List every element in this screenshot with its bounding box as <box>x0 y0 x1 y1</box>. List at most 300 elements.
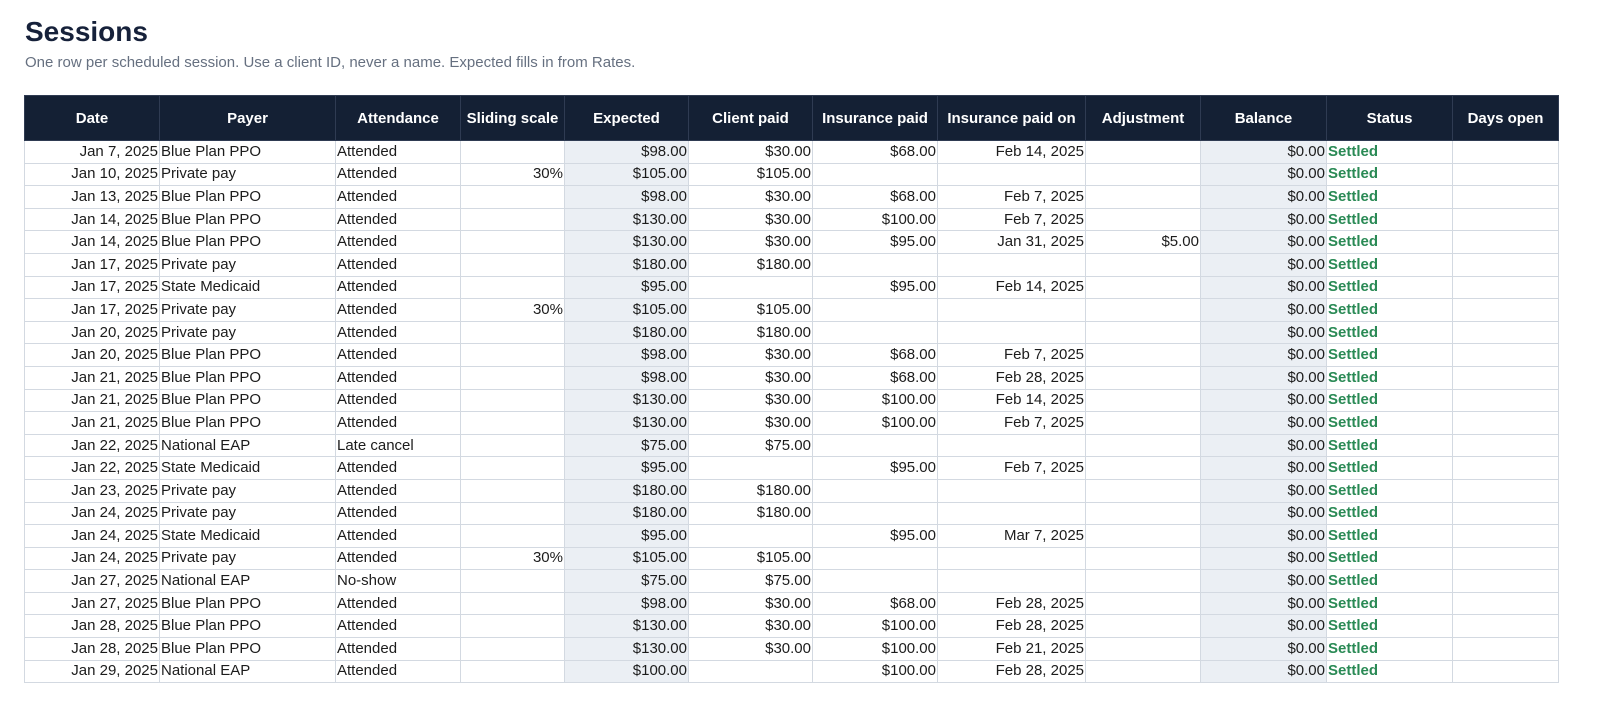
cell-attendance[interactable]: Attended <box>336 299 461 322</box>
cell-sliding-scale[interactable] <box>461 344 565 367</box>
cell-sliding-scale[interactable]: 30% <box>461 547 565 570</box>
cell-status[interactable]: Settled <box>1327 434 1453 457</box>
cell-expected[interactable]: $100.00 <box>565 660 689 683</box>
cell-client-paid[interactable]: $30.00 <box>689 366 813 389</box>
cell-balance[interactable]: $0.00 <box>1201 253 1327 276</box>
cell-expected[interactable]: $130.00 <box>565 638 689 661</box>
cell-insurance-paid-on[interactable]: Feb 7, 2025 <box>938 457 1086 480</box>
cell-expected[interactable]: $95.00 <box>565 525 689 548</box>
cell-days-open[interactable] <box>1453 276 1559 299</box>
cell-sliding-scale[interactable] <box>461 479 565 502</box>
cell-status[interactable]: Settled <box>1327 638 1453 661</box>
cell-status[interactable]: Settled <box>1327 389 1453 412</box>
cell-attendance[interactable]: Attended <box>336 525 461 548</box>
cell-adjustment[interactable] <box>1086 434 1201 457</box>
cell-sliding-scale[interactable] <box>461 366 565 389</box>
cell-payer[interactable]: Private pay <box>160 321 336 344</box>
cell-expected[interactable]: $95.00 <box>565 276 689 299</box>
cell-payer[interactable]: Blue Plan PPO <box>160 412 336 435</box>
cell-adjustment[interactable] <box>1086 186 1201 209</box>
cell-payer[interactable]: Blue Plan PPO <box>160 141 336 164</box>
cell-payer[interactable]: Blue Plan PPO <box>160 592 336 615</box>
cell-insurance-paid-on[interactable]: Feb 28, 2025 <box>938 366 1086 389</box>
cell-expected[interactable]: $130.00 <box>565 389 689 412</box>
cell-attendance[interactable]: Attended <box>336 660 461 683</box>
cell-days-open[interactable] <box>1453 141 1559 164</box>
cell-days-open[interactable] <box>1453 163 1559 186</box>
cell-date[interactable]: Jan 28, 2025 <box>25 615 160 638</box>
cell-client-paid[interactable]: $30.00 <box>689 592 813 615</box>
cell-insurance-paid[interactable]: $95.00 <box>813 457 938 480</box>
cell-insurance-paid[interactable] <box>813 321 938 344</box>
cell-date[interactable]: Jan 20, 2025 <box>25 321 160 344</box>
cell-date[interactable]: Jan 14, 2025 <box>25 208 160 231</box>
cell-insurance-paid-on[interactable]: Feb 28, 2025 <box>938 592 1086 615</box>
cell-balance[interactable]: $0.00 <box>1201 321 1327 344</box>
cell-adjustment[interactable] <box>1086 344 1201 367</box>
cell-insurance-paid-on[interactable] <box>938 479 1086 502</box>
cell-date[interactable]: Jan 27, 2025 <box>25 592 160 615</box>
cell-client-paid[interactable]: $75.00 <box>689 434 813 457</box>
cell-balance[interactable]: $0.00 <box>1201 615 1327 638</box>
cell-payer[interactable]: National EAP <box>160 434 336 457</box>
cell-insurance-paid-on[interactable] <box>938 434 1086 457</box>
cell-expected[interactable]: $98.00 <box>565 141 689 164</box>
cell-expected[interactable]: $98.00 <box>565 366 689 389</box>
cell-attendance[interactable]: Attended <box>336 366 461 389</box>
cell-status[interactable]: Settled <box>1327 479 1453 502</box>
cell-adjustment[interactable]: $5.00 <box>1086 231 1201 254</box>
cell-insurance-paid-on[interactable]: Feb 14, 2025 <box>938 276 1086 299</box>
cell-date[interactable]: Jan 29, 2025 <box>25 660 160 683</box>
cell-date[interactable]: Jan 24, 2025 <box>25 502 160 525</box>
cell-status[interactable]: Settled <box>1327 163 1453 186</box>
cell-days-open[interactable] <box>1453 660 1559 683</box>
cell-client-paid[interactable]: $30.00 <box>689 389 813 412</box>
cell-balance[interactable]: $0.00 <box>1201 163 1327 186</box>
cell-sliding-scale[interactable] <box>461 638 565 661</box>
cell-insurance-paid-on[interactable]: Feb 14, 2025 <box>938 389 1086 412</box>
cell-insurance-paid[interactable]: $100.00 <box>813 412 938 435</box>
cell-balance[interactable]: $0.00 <box>1201 186 1327 209</box>
cell-payer[interactable]: Blue Plan PPO <box>160 638 336 661</box>
cell-insurance-paid[interactable]: $95.00 <box>813 525 938 548</box>
cell-adjustment[interactable] <box>1086 208 1201 231</box>
cell-adjustment[interactable] <box>1086 276 1201 299</box>
cell-adjustment[interactable] <box>1086 389 1201 412</box>
cell-status[interactable]: Settled <box>1327 231 1453 254</box>
cell-insurance-paid[interactable]: $100.00 <box>813 660 938 683</box>
cell-days-open[interactable] <box>1453 253 1559 276</box>
cell-days-open[interactable] <box>1453 434 1559 457</box>
cell-attendance[interactable]: Attended <box>336 321 461 344</box>
cell-balance[interactable]: $0.00 <box>1201 479 1327 502</box>
cell-attendance[interactable]: Attended <box>336 163 461 186</box>
cell-attendance[interactable]: Attended <box>336 547 461 570</box>
cell-balance[interactable]: $0.00 <box>1201 638 1327 661</box>
cell-balance[interactable]: $0.00 <box>1201 344 1327 367</box>
cell-insurance-paid-on[interactable]: Feb 7, 2025 <box>938 344 1086 367</box>
cell-status[interactable]: Settled <box>1327 570 1453 593</box>
cell-payer[interactable]: Blue Plan PPO <box>160 231 336 254</box>
cell-client-paid[interactable]: $75.00 <box>689 570 813 593</box>
col-header-insurance-paid-on[interactable]: Insurance paid on <box>938 96 1086 141</box>
cell-days-open[interactable] <box>1453 208 1559 231</box>
cell-date[interactable]: Jan 21, 2025 <box>25 412 160 435</box>
cell-insurance-paid-on[interactable]: Feb 28, 2025 <box>938 660 1086 683</box>
cell-date[interactable]: Jan 17, 2025 <box>25 276 160 299</box>
cell-sliding-scale[interactable] <box>461 321 565 344</box>
cell-date[interactable]: Jan 24, 2025 <box>25 525 160 548</box>
cell-adjustment[interactable] <box>1086 457 1201 480</box>
cell-adjustment[interactable] <box>1086 570 1201 593</box>
cell-days-open[interactable] <box>1453 592 1559 615</box>
cell-sliding-scale[interactable]: 30% <box>461 163 565 186</box>
cell-attendance[interactable]: Attended <box>336 592 461 615</box>
cell-status[interactable]: Settled <box>1327 141 1453 164</box>
cell-date[interactable]: Jan 24, 2025 <box>25 547 160 570</box>
cell-balance[interactable]: $0.00 <box>1201 502 1327 525</box>
cell-status[interactable]: Settled <box>1327 525 1453 548</box>
cell-status[interactable]: Settled <box>1327 547 1453 570</box>
cell-balance[interactable]: $0.00 <box>1201 276 1327 299</box>
col-header-expected[interactable]: Expected <box>565 96 689 141</box>
cell-expected[interactable]: $105.00 <box>565 547 689 570</box>
cell-status[interactable]: Settled <box>1327 502 1453 525</box>
cell-sliding-scale[interactable] <box>461 525 565 548</box>
cell-attendance[interactable]: Attended <box>336 208 461 231</box>
cell-payer[interactable]: State Medicaid <box>160 457 336 480</box>
cell-insurance-paid-on[interactable] <box>938 570 1086 593</box>
cell-client-paid[interactable] <box>689 660 813 683</box>
cell-days-open[interactable] <box>1453 321 1559 344</box>
cell-client-paid[interactable]: $180.00 <box>689 502 813 525</box>
cell-client-paid[interactable]: $180.00 <box>689 253 813 276</box>
cell-insurance-paid[interactable] <box>813 479 938 502</box>
cell-insurance-paid[interactable]: $100.00 <box>813 615 938 638</box>
cell-insurance-paid-on[interactable] <box>938 253 1086 276</box>
cell-date[interactable]: Jan 13, 2025 <box>25 186 160 209</box>
cell-adjustment[interactable] <box>1086 299 1201 322</box>
cell-adjustment[interactable] <box>1086 615 1201 638</box>
cell-client-paid[interactable] <box>689 276 813 299</box>
cell-insurance-paid[interactable] <box>813 570 938 593</box>
cell-payer[interactable]: Blue Plan PPO <box>160 208 336 231</box>
cell-sliding-scale[interactable] <box>461 660 565 683</box>
cell-days-open[interactable] <box>1453 231 1559 254</box>
cell-adjustment[interactable] <box>1086 638 1201 661</box>
cell-sliding-scale[interactable] <box>461 615 565 638</box>
cell-adjustment[interactable] <box>1086 479 1201 502</box>
cell-date[interactable]: Jan 14, 2025 <box>25 231 160 254</box>
cell-insurance-paid[interactable]: $68.00 <box>813 141 938 164</box>
cell-expected[interactable]: $180.00 <box>565 253 689 276</box>
cell-insurance-paid-on[interactable]: Feb 14, 2025 <box>938 141 1086 164</box>
cell-attendance[interactable]: Attended <box>336 231 461 254</box>
cell-date[interactable]: Jan 21, 2025 <box>25 389 160 412</box>
cell-insurance-paid-on[interactable] <box>938 163 1086 186</box>
cell-attendance[interactable]: Attended <box>336 479 461 502</box>
cell-balance[interactable]: $0.00 <box>1201 660 1327 683</box>
cell-sliding-scale[interactable] <box>461 231 565 254</box>
cell-client-paid[interactable]: $180.00 <box>689 479 813 502</box>
col-header-adjustment[interactable]: Adjustment <box>1086 96 1201 141</box>
cell-client-paid[interactable]: $30.00 <box>689 186 813 209</box>
cell-balance[interactable]: $0.00 <box>1201 592 1327 615</box>
cell-date[interactable]: Jan 27, 2025 <box>25 570 160 593</box>
cell-insurance-paid[interactable]: $100.00 <box>813 638 938 661</box>
cell-insurance-paid[interactable]: $100.00 <box>813 389 938 412</box>
cell-days-open[interactable] <box>1453 389 1559 412</box>
cell-balance[interactable]: $0.00 <box>1201 457 1327 480</box>
cell-days-open[interactable] <box>1453 479 1559 502</box>
cell-days-open[interactable] <box>1453 366 1559 389</box>
cell-attendance[interactable]: Attended <box>336 344 461 367</box>
cell-days-open[interactable] <box>1453 412 1559 435</box>
col-header-client-paid[interactable]: Client paid <box>689 96 813 141</box>
cell-sliding-scale[interactable] <box>461 412 565 435</box>
cell-expected[interactable]: $98.00 <box>565 186 689 209</box>
cell-expected[interactable]: $98.00 <box>565 344 689 367</box>
cell-insurance-paid[interactable]: $68.00 <box>813 366 938 389</box>
cell-insurance-paid-on[interactable]: Feb 7, 2025 <box>938 186 1086 209</box>
cell-attendance[interactable]: Attended <box>336 389 461 412</box>
cell-date[interactable]: Jan 28, 2025 <box>25 638 160 661</box>
cell-balance[interactable]: $0.00 <box>1201 570 1327 593</box>
cell-expected[interactable]: $105.00 <box>565 163 689 186</box>
cell-payer[interactable]: Private pay <box>160 299 336 322</box>
cell-expected[interactable]: $130.00 <box>565 231 689 254</box>
col-header-days-open[interactable]: Days open <box>1453 96 1559 141</box>
cell-sliding-scale[interactable] <box>461 570 565 593</box>
cell-insurance-paid[interactable] <box>813 547 938 570</box>
cell-status[interactable]: Settled <box>1327 186 1453 209</box>
col-header-status[interactable]: Status <box>1327 96 1453 141</box>
cell-attendance[interactable]: Attended <box>336 253 461 276</box>
cell-insurance-paid[interactable]: $95.00 <box>813 276 938 299</box>
cell-status[interactable]: Settled <box>1327 299 1453 322</box>
cell-adjustment[interactable] <box>1086 525 1201 548</box>
cell-adjustment[interactable] <box>1086 660 1201 683</box>
cell-payer[interactable]: Blue Plan PPO <box>160 186 336 209</box>
cell-payer[interactable]: State Medicaid <box>160 525 336 548</box>
cell-days-open[interactable] <box>1453 299 1559 322</box>
cell-sliding-scale[interactable] <box>461 276 565 299</box>
cell-client-paid[interactable] <box>689 457 813 480</box>
cell-date[interactable]: Jan 22, 2025 <box>25 434 160 457</box>
cell-balance[interactable]: $0.00 <box>1201 547 1327 570</box>
cell-insurance-paid[interactable]: $68.00 <box>813 592 938 615</box>
cell-balance[interactable]: $0.00 <box>1201 231 1327 254</box>
cell-payer[interactable]: Blue Plan PPO <box>160 366 336 389</box>
cell-status[interactable]: Settled <box>1327 660 1453 683</box>
cell-insurance-paid-on[interactable]: Mar 7, 2025 <box>938 525 1086 548</box>
cell-client-paid[interactable]: $30.00 <box>689 208 813 231</box>
cell-sliding-scale[interactable] <box>461 457 565 480</box>
cell-days-open[interactable] <box>1453 525 1559 548</box>
cell-attendance[interactable]: Attended <box>336 457 461 480</box>
cell-client-paid[interactable]: $30.00 <box>689 615 813 638</box>
cell-days-open[interactable] <box>1453 547 1559 570</box>
cell-attendance[interactable]: No-show <box>336 570 461 593</box>
cell-days-open[interactable] <box>1453 186 1559 209</box>
cell-payer[interactable]: National EAP <box>160 570 336 593</box>
cell-balance[interactable]: $0.00 <box>1201 434 1327 457</box>
cell-insurance-paid-on[interactable]: Feb 7, 2025 <box>938 412 1086 435</box>
cell-days-open[interactable] <box>1453 457 1559 480</box>
cell-days-open[interactable] <box>1453 502 1559 525</box>
cell-payer[interactable]: Private pay <box>160 547 336 570</box>
cell-expected[interactable]: $180.00 <box>565 321 689 344</box>
cell-expected[interactable]: $75.00 <box>565 570 689 593</box>
cell-insurance-paid[interactable]: $68.00 <box>813 344 938 367</box>
cell-date[interactable]: Jan 22, 2025 <box>25 457 160 480</box>
cell-insurance-paid[interactable]: $68.00 <box>813 186 938 209</box>
cell-client-paid[interactable]: $105.00 <box>689 547 813 570</box>
cell-insurance-paid[interactable] <box>813 299 938 322</box>
cell-date[interactable]: Jan 10, 2025 <box>25 163 160 186</box>
cell-attendance[interactable]: Attended <box>336 186 461 209</box>
col-header-insurance-paid[interactable]: Insurance paid <box>813 96 938 141</box>
cell-adjustment[interactable] <box>1086 253 1201 276</box>
cell-client-paid[interactable] <box>689 525 813 548</box>
cell-adjustment[interactable] <box>1086 592 1201 615</box>
cell-balance[interactable]: $0.00 <box>1201 389 1327 412</box>
cell-balance[interactable]: $0.00 <box>1201 299 1327 322</box>
col-header-payer[interactable]: Payer <box>160 96 336 141</box>
col-header-balance[interactable]: Balance <box>1201 96 1327 141</box>
cell-adjustment[interactable] <box>1086 547 1201 570</box>
cell-date[interactable]: Jan 17, 2025 <box>25 299 160 322</box>
cell-insurance-paid-on[interactable]: Feb 7, 2025 <box>938 208 1086 231</box>
col-header-sliding-scale[interactable]: Sliding scale <box>461 96 565 141</box>
cell-adjustment[interactable] <box>1086 321 1201 344</box>
cell-insurance-paid[interactable] <box>813 163 938 186</box>
cell-date[interactable]: Jan 17, 2025 <box>25 253 160 276</box>
cell-date[interactable]: Jan 20, 2025 <box>25 344 160 367</box>
cell-insurance-paid[interactable]: $95.00 <box>813 231 938 254</box>
cell-adjustment[interactable] <box>1086 163 1201 186</box>
cell-client-paid[interactable]: $30.00 <box>689 141 813 164</box>
cell-days-open[interactable] <box>1453 638 1559 661</box>
cell-insurance-paid[interactable]: $100.00 <box>813 208 938 231</box>
cell-status[interactable]: Settled <box>1327 253 1453 276</box>
cell-insurance-paid[interactable] <box>813 434 938 457</box>
cell-adjustment[interactable] <box>1086 366 1201 389</box>
cell-status[interactable]: Settled <box>1327 276 1453 299</box>
cell-sliding-scale[interactable] <box>461 186 565 209</box>
cell-status[interactable]: Settled <box>1327 344 1453 367</box>
cell-payer[interactable]: National EAP <box>160 660 336 683</box>
cell-sliding-scale[interactable] <box>461 208 565 231</box>
cell-date[interactable]: Jan 21, 2025 <box>25 366 160 389</box>
cell-days-open[interactable] <box>1453 570 1559 593</box>
cell-balance[interactable]: $0.00 <box>1201 525 1327 548</box>
cell-payer[interactable]: State Medicaid <box>160 276 336 299</box>
cell-attendance[interactable]: Attended <box>336 141 461 164</box>
cell-payer[interactable]: Blue Plan PPO <box>160 389 336 412</box>
cell-client-paid[interactable]: $30.00 <box>689 231 813 254</box>
cell-insurance-paid-on[interactable] <box>938 321 1086 344</box>
cell-payer[interactable]: Private pay <box>160 502 336 525</box>
cell-insurance-paid-on[interactable]: Feb 28, 2025 <box>938 615 1086 638</box>
cell-payer[interactable]: Blue Plan PPO <box>160 344 336 367</box>
cell-status[interactable]: Settled <box>1327 321 1453 344</box>
cell-client-paid[interactable]: $180.00 <box>689 321 813 344</box>
cell-sliding-scale[interactable] <box>461 592 565 615</box>
cell-sliding-scale[interactable]: 30% <box>461 299 565 322</box>
cell-status[interactable]: Settled <box>1327 366 1453 389</box>
cell-payer[interactable]: Private pay <box>160 479 336 502</box>
cell-insurance-paid-on[interactable] <box>938 547 1086 570</box>
cell-status[interactable]: Settled <box>1327 208 1453 231</box>
cell-insurance-paid[interactable] <box>813 502 938 525</box>
cell-client-paid[interactable]: $105.00 <box>689 299 813 322</box>
cell-insurance-paid-on[interactable] <box>938 299 1086 322</box>
cell-days-open[interactable] <box>1453 344 1559 367</box>
cell-expected[interactable]: $180.00 <box>565 479 689 502</box>
cell-insurance-paid-on[interactable]: Feb 21, 2025 <box>938 638 1086 661</box>
cell-insurance-paid-on[interactable]: Jan 31, 2025 <box>938 231 1086 254</box>
cell-sliding-scale[interactable] <box>461 502 565 525</box>
cell-date[interactable]: Jan 7, 2025 <box>25 141 160 164</box>
cell-adjustment[interactable] <box>1086 141 1201 164</box>
cell-payer[interactable]: Private pay <box>160 253 336 276</box>
cell-balance[interactable]: $0.00 <box>1201 366 1327 389</box>
cell-client-paid[interactable]: $30.00 <box>689 638 813 661</box>
cell-expected[interactable]: $130.00 <box>565 412 689 435</box>
cell-balance[interactable]: $0.00 <box>1201 141 1327 164</box>
col-header-date[interactable]: Date <box>25 96 160 141</box>
cell-status[interactable]: Settled <box>1327 457 1453 480</box>
cell-attendance[interactable]: Attended <box>336 412 461 435</box>
cell-expected[interactable]: $98.00 <box>565 592 689 615</box>
cell-expected[interactable]: $105.00 <box>565 299 689 322</box>
cell-adjustment[interactable] <box>1086 502 1201 525</box>
cell-client-paid[interactable]: $30.00 <box>689 344 813 367</box>
cell-payer[interactable]: Blue Plan PPO <box>160 615 336 638</box>
cell-insurance-paid[interactable] <box>813 253 938 276</box>
cell-balance[interactable]: $0.00 <box>1201 208 1327 231</box>
cell-sliding-scale[interactable] <box>461 389 565 412</box>
cell-attendance[interactable]: Attended <box>336 615 461 638</box>
cell-attendance[interactable]: Attended <box>336 276 461 299</box>
cell-expected[interactable]: $75.00 <box>565 434 689 457</box>
cell-client-paid[interactable]: $105.00 <box>689 163 813 186</box>
cell-attendance[interactable]: Attended <box>336 638 461 661</box>
cell-date[interactable]: Jan 23, 2025 <box>25 479 160 502</box>
cell-sliding-scale[interactable] <box>461 434 565 457</box>
cell-insurance-paid-on[interactable] <box>938 502 1086 525</box>
cell-balance[interactable]: $0.00 <box>1201 412 1327 435</box>
cell-expected[interactable]: $130.00 <box>565 208 689 231</box>
cell-status[interactable]: Settled <box>1327 412 1453 435</box>
cell-status[interactable]: Settled <box>1327 615 1453 638</box>
cell-attendance[interactable]: Attended <box>336 502 461 525</box>
cell-attendance[interactable]: Late cancel <box>336 434 461 457</box>
cell-status[interactable]: Settled <box>1327 592 1453 615</box>
col-header-attendance[interactable]: Attendance <box>336 96 461 141</box>
cell-expected[interactable]: $95.00 <box>565 457 689 480</box>
cell-client-paid[interactable]: $30.00 <box>689 412 813 435</box>
cell-sliding-scale[interactable] <box>461 253 565 276</box>
cell-sliding-scale[interactable] <box>461 141 565 164</box>
cell-payer[interactable]: Private pay <box>160 163 336 186</box>
cell-adjustment[interactable] <box>1086 412 1201 435</box>
cell-expected[interactable]: $130.00 <box>565 615 689 638</box>
cell-days-open[interactable] <box>1453 615 1559 638</box>
cell-expected[interactable]: $180.00 <box>565 502 689 525</box>
